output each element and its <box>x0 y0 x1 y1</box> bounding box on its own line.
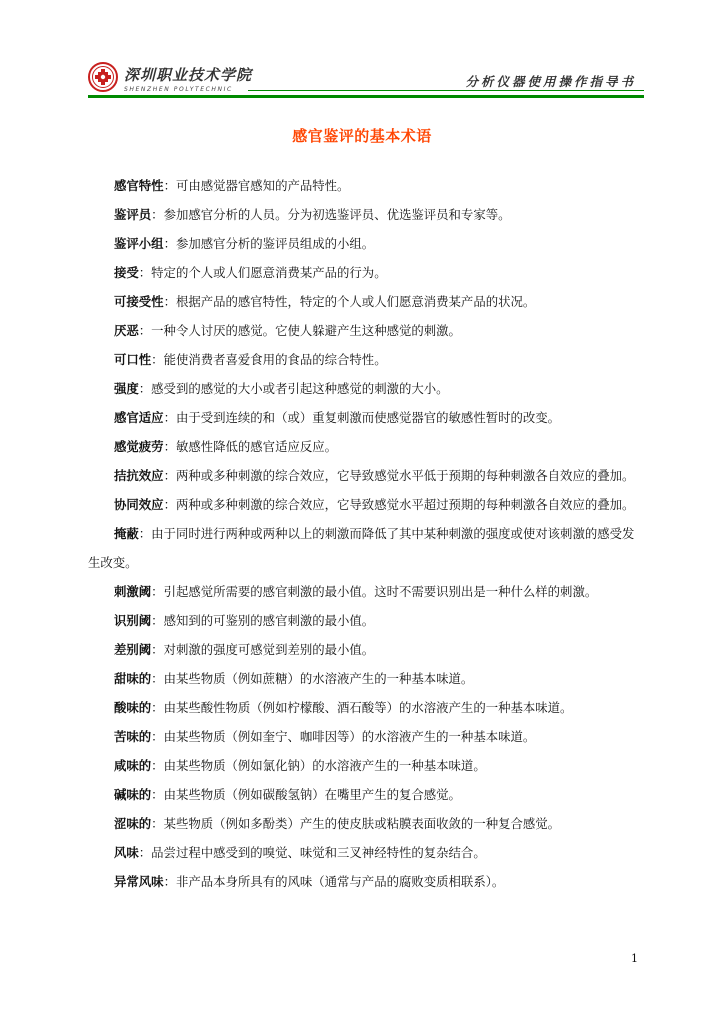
term-name: 识别阈 <box>114 613 152 628</box>
term-separator: ： <box>151 758 164 773</box>
term-definition: 特定的个人或人们愿意消费某产品的行为。 <box>151 265 387 280</box>
term-separator: ： <box>151 613 164 628</box>
term-separator: ： <box>163 497 176 512</box>
term-separator: ： <box>163 236 176 251</box>
term-entry <box>88 345 644 374</box>
school-seal-icon <box>88 62 118 92</box>
term-entry <box>88 577 644 606</box>
term-list <box>88 171 644 896</box>
term-entry <box>88 316 644 345</box>
term-definition: 能使消费者喜爱食用的食品的综合特性。 <box>163 352 387 367</box>
term-definition: 两种或多种刺激的综合效应，它导致感觉水平超过预期的每种刺激各自效应的叠加。 <box>175 497 635 512</box>
term-entry <box>88 635 644 664</box>
term-separator: ： <box>151 787 164 802</box>
term-name: 甜味的 <box>114 671 152 686</box>
term-definition: 由某些酸性物质（例如柠檬酸、酒石酸等）的水溶液产生的一种基本味道。 <box>163 700 573 715</box>
header-rule-thin <box>248 90 644 91</box>
term-separator: ： <box>163 294 176 309</box>
term-separator: ： <box>151 816 164 831</box>
term-definition: 可由感觉器官感知的产品特性。 <box>175 178 350 193</box>
term-definition: 参加感官分析的人员。分为初选鉴评员、优选鉴评员和专家等。 <box>163 207 511 222</box>
term-entry <box>88 200 644 229</box>
term-definition: 由于受到连续的和（或）重复刺激而使感觉器官的敏感性暂时的改变。 <box>175 410 561 425</box>
term-definition: 对刺激的强度可感觉到差别的最小值。 <box>163 642 375 657</box>
term-entry <box>88 751 644 780</box>
term-name: 碱味的 <box>114 787 152 802</box>
term-name: 可口性 <box>114 352 152 367</box>
term-name: 接受 <box>114 265 139 280</box>
page-header <box>88 60 644 100</box>
term-separator: ： <box>163 410 176 425</box>
term-entry <box>88 258 644 287</box>
term-definition: 品尝过程中感受到的嗅觉、味觉和三叉神经特性的复杂结合。 <box>151 845 486 860</box>
term-entry <box>88 693 644 722</box>
term-entry <box>88 722 644 751</box>
term-separator: ： <box>151 584 164 599</box>
page-number: 1 <box>631 952 638 965</box>
term-name: 风味 <box>114 845 139 860</box>
term-separator: ： <box>163 874 176 889</box>
term-name: 感觉疲劳 <box>114 439 164 454</box>
term-name: 强度 <box>114 381 139 396</box>
term-separator: ： <box>138 526 152 541</box>
term-entry <box>88 809 644 838</box>
term-entry <box>88 432 644 461</box>
term-name: 感官特性 <box>114 178 164 193</box>
term-definition: 由某些物质（例如碳酸氢钠）在嘴里产生的复合感觉。 <box>163 787 461 802</box>
school-logo <box>124 64 252 93</box>
term-entry <box>88 403 644 432</box>
term-separator: ： <box>151 642 164 657</box>
term-separator: ： <box>138 845 152 860</box>
term-entry <box>88 664 644 693</box>
term-name: 异常风味 <box>114 874 164 889</box>
term-separator: ： <box>163 439 176 454</box>
term-name: 厌恶 <box>114 323 139 338</box>
term-entry <box>88 490 644 519</box>
term-entry <box>88 229 644 258</box>
header-rule-thick <box>88 95 644 98</box>
term-definition: 由某些物质（例如蔗糖）的水溶液产生的一种基本味道。 <box>163 671 474 686</box>
term-name: 拮抗效应 <box>114 468 164 483</box>
term-separator: ： <box>138 265 152 280</box>
term-separator: ： <box>151 352 164 367</box>
term-definition: 敏感性降低的感官适应反应。 <box>175 439 338 454</box>
term-separator: ： <box>138 323 152 338</box>
guide-title: 分析仪器使用操作指导书 <box>465 74 636 89</box>
term-name: 苦味的 <box>114 729 152 744</box>
term-entry <box>88 374 644 403</box>
school-name-cn: 深圳职业技术学院 <box>124 66 253 84</box>
term-entry <box>88 838 644 867</box>
term-separator: ： <box>138 381 152 396</box>
term-name: 掩蔽 <box>114 526 139 541</box>
term-definition: 由于同时进行两种或两种以上的刺激而降低了其中某种刺激的强度或使对该刺激的感受发生改变。 <box>88 526 635 570</box>
term-entry <box>88 519 644 577</box>
term-definition: 根据产品的感官特性，特定的个人或人们愿意消费某产品的状况。 <box>175 294 536 309</box>
term-entry <box>88 780 644 809</box>
term-separator: ： <box>163 178 176 193</box>
term-name: 协同效应 <box>114 497 164 512</box>
term-separator: ： <box>163 468 176 483</box>
term-entry <box>88 171 644 200</box>
term-name: 刺激阈 <box>114 584 152 599</box>
term-name: 差别阈 <box>114 642 152 657</box>
term-entry <box>88 867 644 896</box>
term-definition: 由某些物质（例如氯化钠）的水溶液产生的一种基本味道。 <box>163 758 486 773</box>
term-name: 鉴评小组 <box>114 236 164 251</box>
term-definition: 由某些物质（例如奎宁、咖啡因等）的水溶液产生的一种基本味道。 <box>163 729 536 744</box>
term-definition: 一种令人讨厌的感觉。它使人躲避产生这种感觉的刺激。 <box>151 323 461 338</box>
term-separator: ： <box>151 700 164 715</box>
term-separator: ： <box>151 207 164 222</box>
term-definition: 某些物质（例如多酚类）产生的使皮肤或粘膜表面收敛的一种复合感觉。 <box>163 816 561 831</box>
term-name: 鉴评员 <box>114 207 152 222</box>
term-entry <box>88 287 644 316</box>
term-name: 可接受性 <box>114 294 164 309</box>
document-title: 感官鉴评的基本术语 <box>292 127 432 145</box>
term-definition: 参加感官分析的鉴评员组成的小组。 <box>175 236 375 251</box>
term-entry <box>88 606 644 635</box>
term-definition: 两种或多种刺激的综合效应，它导致感觉水平低于预期的每种刺激各自效应的叠加。 <box>175 468 635 483</box>
term-definition: 引起感觉所需要的感官刺激的最小值。这时不需要识别出是一种什么样的刺激。 <box>163 584 598 599</box>
term-separator: ： <box>151 729 164 744</box>
term-definition: 感知到的可鉴别的感官刺激的最小值。 <box>163 613 375 628</box>
term-name: 酸味的 <box>114 700 152 715</box>
term-entry <box>88 461 644 490</box>
term-definition: 非产品本身所具有的风味（通常与产品的腐败变质相联系）。 <box>175 874 505 889</box>
term-definition: 感受到的感觉的大小或者引起这种感觉的刺激的大小。 <box>151 381 449 396</box>
term-name: 感官适应 <box>114 410 164 425</box>
term-name: 咸味的 <box>114 758 152 773</box>
school-name-en: SHENZHEN POLYTECHNIC <box>124 86 233 93</box>
term-separator: ： <box>151 671 164 686</box>
term-name: 涩味的 <box>114 816 152 831</box>
